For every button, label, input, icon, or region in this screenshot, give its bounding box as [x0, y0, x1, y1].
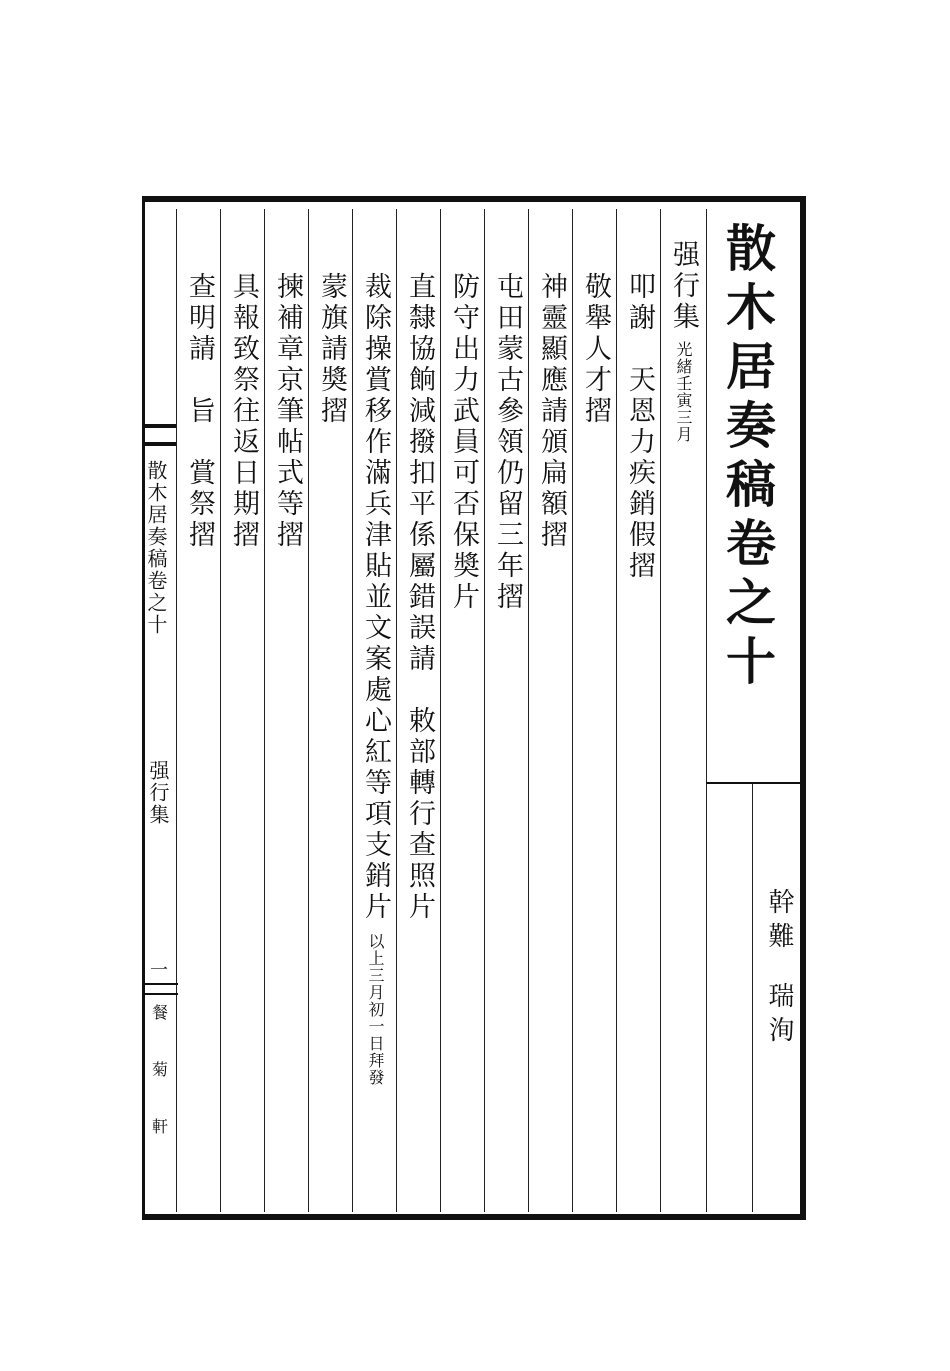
column-rule	[308, 209, 309, 1212]
column-rule	[660, 209, 661, 1212]
margin-book-title: 散木居奏稿卷之十	[144, 460, 168, 636]
column-rule	[220, 209, 221, 1212]
press-char: 軒	[152, 1117, 169, 1136]
contents-entry	[670, 240, 697, 443]
margin-divider	[142, 993, 178, 995]
margin-page-number: 一	[147, 960, 168, 980]
entry-text: 裁除操賞移作滿兵津貼並文案處心紅等項支銷片	[360, 272, 391, 923]
contents-entry: 防守出力武員可否保奬片	[448, 272, 479, 613]
contents-entry: 敬舉人才摺	[580, 272, 611, 427]
column-rule	[616, 209, 617, 1212]
title-divider	[706, 782, 800, 784]
column-rule	[706, 209, 707, 1212]
volume-title: 散木居奏稿卷之十	[718, 222, 777, 694]
contents-entry: 查明請 旨 賞祭摺	[184, 272, 215, 551]
press-name	[152, 1000, 168, 1171]
column-rule	[528, 209, 529, 1212]
column-rule	[484, 209, 485, 1212]
contents-entry: 直隸協餉減撥扣平係屬錯誤請 敕部轉行查照片	[404, 272, 435, 923]
contents-entry: 具報致祭往返日期摺	[228, 272, 259, 551]
editor-line1: 幹難	[764, 888, 794, 956]
contents-entry: 揀補章京筆帖式等摺	[272, 272, 303, 551]
press-char: 餐	[152, 1003, 169, 1022]
entry-note: 以上三月初一日拜發	[366, 933, 385, 1086]
margin-divider	[142, 983, 178, 985]
editor-line2: 瑞洵	[764, 982, 794, 1050]
contents-entry: 屯田蒙古參領仍留三年摺	[492, 272, 523, 613]
press-char: 菊	[152, 1060, 169, 1079]
column-rule	[176, 209, 177, 1212]
column-rule	[264, 209, 265, 1212]
entry-text: 强行集	[668, 240, 699, 333]
column-rule	[572, 209, 573, 1212]
contents-entry: 神靈顯應請頒扁額摺	[536, 272, 567, 551]
contents-entry: 叩謝 天恩力疾銷假摺	[624, 272, 655, 582]
contents-entry	[362, 272, 389, 1086]
column-rule	[440, 209, 441, 1212]
column-rule	[352, 209, 353, 1212]
margin-collection: 强行集	[146, 760, 170, 826]
column-rule	[396, 209, 397, 1212]
fish-tail-mark	[142, 424, 176, 446]
column-rule	[752, 782, 753, 1212]
contents-entry: 蒙旗請奬摺	[316, 272, 347, 427]
entry-note: 光緒壬寅三月	[674, 341, 693, 443]
